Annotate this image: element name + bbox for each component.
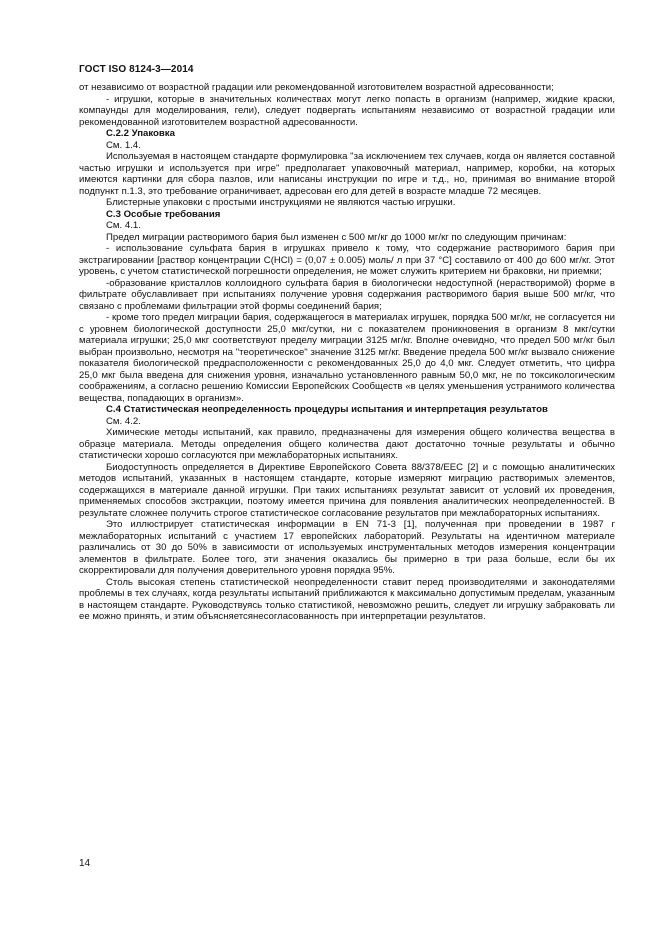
paragraph: Столь высокая степень статистической неопределенности ставит перед производителями и законодателями проблемы в тех случаях, когда результаты испытаний приближаются к максимально допустимым пределам, указанным в настоящем стандарте. Руководствуясь только статистикой, невозможно решить, следует ли игрушку забраковать ли ее можно принять, и этим объясняетсянесогласованность при интерпретации результатов. xyxy=(79,576,615,622)
paragraph: Это иллюстрирует статистическая информации в EN 71-3 [1], полученная при проведении в 1987 г межлабораторных испытаний с участием 17 европейских лабораторий. Результаты на идентичном материале различались от 30 до 50% в зависимости от используемых инструментальных методов измерения концентрации элементов в фильтрате. Более того, эти значения оказались бы примерно в три раза больше, если бы их скорректировали для получения доверительного уровня порядка 95%. xyxy=(79,519,615,576)
paragraph: Биодоступность определяется в Директиве Европейского Совета 88/378/EEC [2] и с помощью аналитических методов испытаний, указанных в настоящем стандарте, которые измеряют миграцию растворимых элементов, содержащихся в материале данной игрушки. При таких испытаниях результат зависит от условий их проведения, применяемых способов экстракции, поэтому имеется причина для появления аналитических неопределенностей. В результате сложнее получить строгое статистическое согласование результатов при межлабораторных испытаниях. xyxy=(79,461,615,519)
paragraph: - использование сульфата бария в игрушках привело к тому, что содержание растворимого бария при экстрагировании [раствор концентрации С(HCl) = (0,07 ± 0.005) моль/ л при 37 °С] составило от 400 до 600 мг/кг. Этот уровень, с учетом статистической погрешности определения, не может служить критерием ни браковки, ни приемки; xyxy=(79,243,615,277)
section-heading: С.3 Особые требования xyxy=(106,208,221,220)
paragraph: от независимо от возрастной градации или рекомендованной изготовителем возрастной адресованности; xyxy=(79,82,554,93)
paragraph: -образование кристаллов коллоидного сульфата бария в биологически недоступной (нерастворимой) форме в фильтрате обуславливает при испытаниях получение уровня содержания растворимого бария выше 500 мг/кг, что связано с проблемами фильтрации этой формы соединений бария; xyxy=(79,277,615,312)
paragraph: Химические методы испытаний, как правило, предназначены для измерения общего количества вещества в образце материала. Методы определения общего количества дают достаточно точные результаты и обычно статистически хорошо согласуются при межлабораторных испытаниях. xyxy=(79,427,615,461)
section-heading: С.2.2 Упаковка xyxy=(106,128,175,139)
paragraph: См. 4.1. xyxy=(106,220,141,231)
paragraph: Предел миграции растворимого бария был изменен с 500 мг/кг до 1000 мг/кг по следующим причинам: xyxy=(106,231,567,243)
document-body xyxy=(79,82,615,623)
page-number: 14 xyxy=(79,858,91,869)
document-header: ГОСТ ISO 8124-3—2014 xyxy=(79,64,194,75)
paragraph: - кроме того предел миграции бария, содержащегося в материалах игрушек, порядка 500 мг/кг, не согласуется ни с уровнем биологической доступности 25,0 мкг/сутки, ни с показателем проникновения в организм 8 мкг/сутки материала игрушки; 25,0 мкг соответствуют пределу миграции 3125 мг/кг. Вполне очевидно, что предел 500 мг/кг был выбран произвольно, несмотря на "теоретическое" значение 3125 мг/кг. Введение предела 500 мг/кг вызвало снижение показателя биологической предрасположенности с рекомендованных 25,0 до 4,0 мкг. Следует отметить, что цифра 25,0 мкг была введена для снижения уровня, изначально установленного равным 50,0 мкг, не по токсикологическим соображениям, а согласно решению Комиссии Европейских Сообществ «в целях уменьшения устранимого количества вещества, попадающих в организм». xyxy=(79,312,615,404)
paragraph: См. 1.4. xyxy=(106,139,141,151)
paragraph: - игрушки, которые в значительных количествах могут легко попасть в организм (например, жидкие краски, компаунды для моделирования, гели), следует подвергать испытаниям независимо от возрастной градации или рекомендованной изготовителем возрастной адресованности. xyxy=(79,93,615,128)
paragraph: Блистерные упаковки с простыми инструкциями не являются частью игрушки. xyxy=(106,197,456,208)
paragraph: См. 4.2. xyxy=(106,415,141,427)
paragraph: Используемая в настоящем стандарте формулировка "за исключением тех случаев, когда он является составной частью игрушки и используется при игре" предполагает упаковочный материал, например, коробки, на которых имеются картинки для сбора пазлов, или написаны инструкции по игре и т.д., но, принимая во внимание второй подпункт п.1.3, это требование ограничивает, адресован его для детей в возрасте младше 72 месяцев. xyxy=(79,151,615,197)
section-heading: С.4 Статистическая неопределенность процедуры испытания и интерпретация результатов xyxy=(106,404,548,415)
